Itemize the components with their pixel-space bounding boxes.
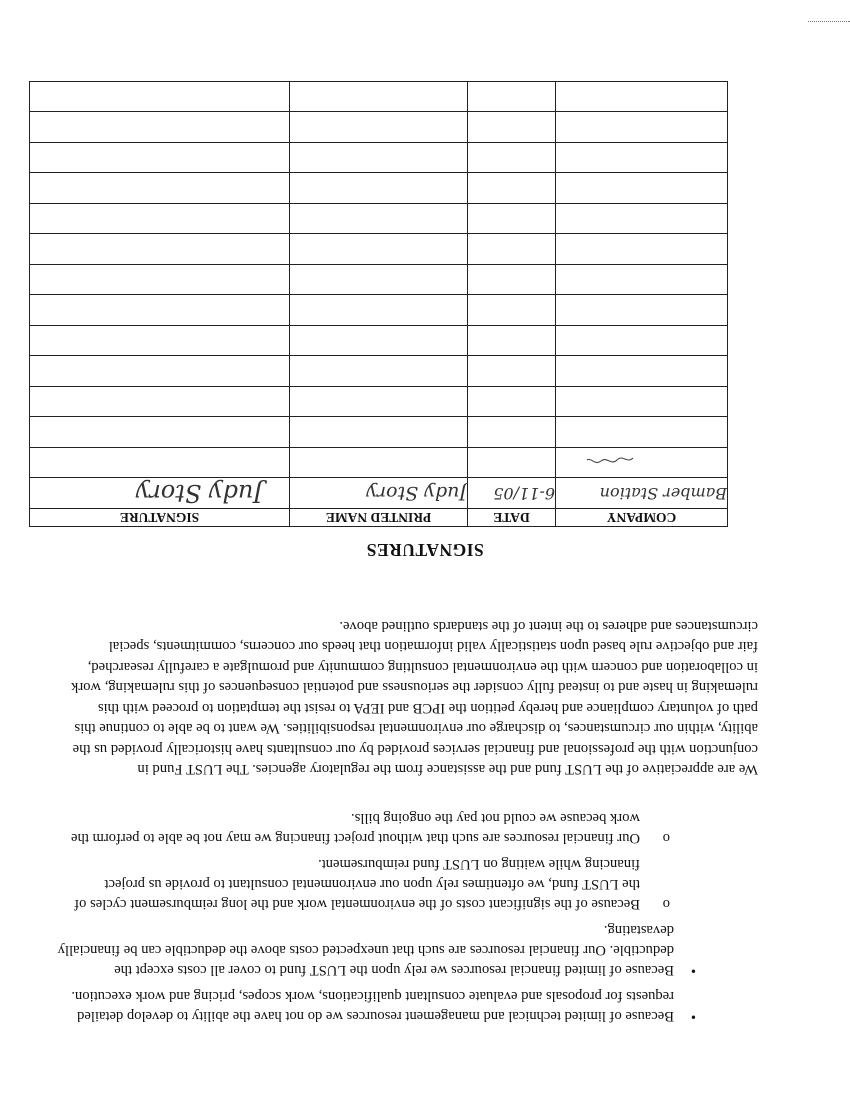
table-row bbox=[30, 478, 728, 509]
table-row bbox=[30, 112, 728, 143]
company-cell bbox=[556, 143, 728, 174]
company-cell bbox=[556, 295, 728, 326]
signature-cell bbox=[30, 234, 290, 265]
scan-artifact-dots bbox=[808, 20, 850, 22]
signature-cell bbox=[30, 448, 290, 479]
column-header-printed-name: PRINTED NAME bbox=[290, 509, 468, 527]
table-row bbox=[30, 295, 728, 326]
printed-name-cell: Judy Story bbox=[290, 478, 468, 509]
date-cell bbox=[468, 295, 556, 326]
table-row bbox=[30, 387, 728, 418]
printed-name-cell bbox=[290, 417, 468, 448]
company-cell bbox=[556, 417, 728, 448]
signature-cell bbox=[30, 143, 290, 174]
company-cell bbox=[556, 82, 728, 113]
printed-name-cell bbox=[290, 356, 468, 387]
bullet-list bbox=[56, 802, 696, 1026]
printed-name-cell bbox=[290, 173, 468, 204]
date-cell bbox=[468, 448, 556, 479]
signature-cell bbox=[30, 112, 290, 143]
table-row bbox=[30, 234, 728, 265]
company-cell bbox=[556, 234, 728, 265]
signature-cell bbox=[30, 204, 290, 235]
column-header-company: COMPANY bbox=[556, 509, 728, 527]
date-cell bbox=[468, 234, 556, 265]
date-cell: 6-11/05 bbox=[468, 478, 556, 509]
table-header-row bbox=[30, 509, 728, 527]
date-cell bbox=[468, 204, 556, 235]
handwritten-underline-scribble bbox=[585, 452, 635, 466]
signature-cell bbox=[30, 173, 290, 204]
printed-name-cell bbox=[290, 387, 468, 418]
signature-cell: Judy Story bbox=[30, 478, 290, 509]
table-row bbox=[30, 265, 728, 296]
signature-cell bbox=[30, 295, 290, 326]
sub-bullet-text: Our financial resources are such that without project financing we may not be able to perform the work because we could not pay the ongoing bills. bbox=[71, 810, 640, 846]
company-cell bbox=[556, 112, 728, 143]
printed-name-cell bbox=[290, 326, 468, 357]
printed-name-cell bbox=[290, 265, 468, 296]
table-row bbox=[30, 82, 728, 113]
date-cell bbox=[468, 326, 556, 357]
column-header-signature: SIGNATURE bbox=[30, 509, 290, 527]
appreciation-paragraph: We are appreciative of the LUST fund and the assistance from the regulatory agencies. The LUST Fund in conjunction with the professional and financial services provided by our consultants have historically provided us the ability, within our circumstances, to discharge our environmental responsibilities. We want to be able to continue this path of voluntary compliance and hereby petition the IPCB and IEPA to resist the temptation to proceed with this rulemaking in haste and to instead fully consider the seriousness and potential consequences of this rulemaking, work in collaboration and concern with the environmental consulting community and promulgate a carefully researched, fair and objective rule based upon statistically valid information that heeds our concerns, commitments, special circumstances and adheres to the intent of the standards outlined above. bbox=[71, 617, 758, 778]
bullet-item-technical bbox=[56, 986, 696, 1026]
date-cell bbox=[468, 143, 556, 174]
printed-name-cell bbox=[290, 204, 468, 235]
company-cell bbox=[556, 356, 728, 387]
company-cell: Bamber Station bbox=[556, 478, 728, 509]
date-cell bbox=[468, 265, 556, 296]
date-cell bbox=[468, 112, 556, 143]
company-cell bbox=[556, 173, 728, 204]
signatures-heading: SIGNATURES bbox=[366, 540, 484, 560]
printed-name-cell bbox=[290, 448, 468, 479]
printed-name-cell bbox=[290, 143, 468, 174]
company-cell bbox=[556, 204, 728, 235]
signature-cell bbox=[30, 356, 290, 387]
printed-name-cell bbox=[290, 82, 468, 113]
bullet-marker: • bbox=[690, 962, 696, 978]
bullet-item-financial bbox=[56, 920, 696, 980]
printed-name-cell bbox=[290, 295, 468, 326]
signature-cell bbox=[30, 265, 290, 296]
sub-bullet-text: Because of the significant costs of the environmental work and the long reimbursement cycles of the LUST fund, we oftentimes rely upon our environmental consultant to provide us project financing while waiting on LUST fund reimbursement. bbox=[74, 856, 640, 912]
table-row bbox=[30, 143, 728, 174]
table-row bbox=[30, 356, 728, 387]
bullet-marker: • bbox=[690, 1008, 696, 1024]
company-cell bbox=[556, 448, 728, 479]
column-header-date: DATE bbox=[468, 509, 556, 527]
table-row bbox=[30, 417, 728, 448]
company-cell bbox=[556, 265, 728, 296]
printed-name-cell bbox=[290, 234, 468, 265]
bullet-text: Because of limited technical and management resources we do not have the ability to develop detailed requests for proposals and evaluate consultant qualifications, work scopes, pricing and work execution. bbox=[71, 988, 674, 1024]
table-row bbox=[30, 173, 728, 204]
signature-cell bbox=[30, 417, 290, 448]
signature-cell bbox=[30, 326, 290, 357]
date-cell bbox=[468, 82, 556, 113]
sub-bullet-marker: o bbox=[662, 830, 670, 846]
date-cell bbox=[468, 356, 556, 387]
printed-name-cell bbox=[290, 112, 468, 143]
company-cell bbox=[556, 326, 728, 357]
signature-cell bbox=[30, 387, 290, 418]
company-cell bbox=[556, 387, 728, 418]
sub-bullet-resources bbox=[56, 808, 674, 848]
table-row bbox=[30, 326, 728, 357]
bullet-text: Because of limited financial resources we rely upon the LUST fund to cover all costs except the deductible. Our financial resources are such that unexpected costs above the deductible can be financially devastating. bbox=[57, 922, 674, 978]
date-cell bbox=[468, 417, 556, 448]
table-row bbox=[30, 204, 728, 235]
sub-bullet-marker: o bbox=[662, 896, 670, 912]
sub-bullet-financing bbox=[56, 854, 674, 914]
signature-cell bbox=[30, 82, 290, 113]
date-cell bbox=[468, 387, 556, 418]
date-cell bbox=[468, 173, 556, 204]
